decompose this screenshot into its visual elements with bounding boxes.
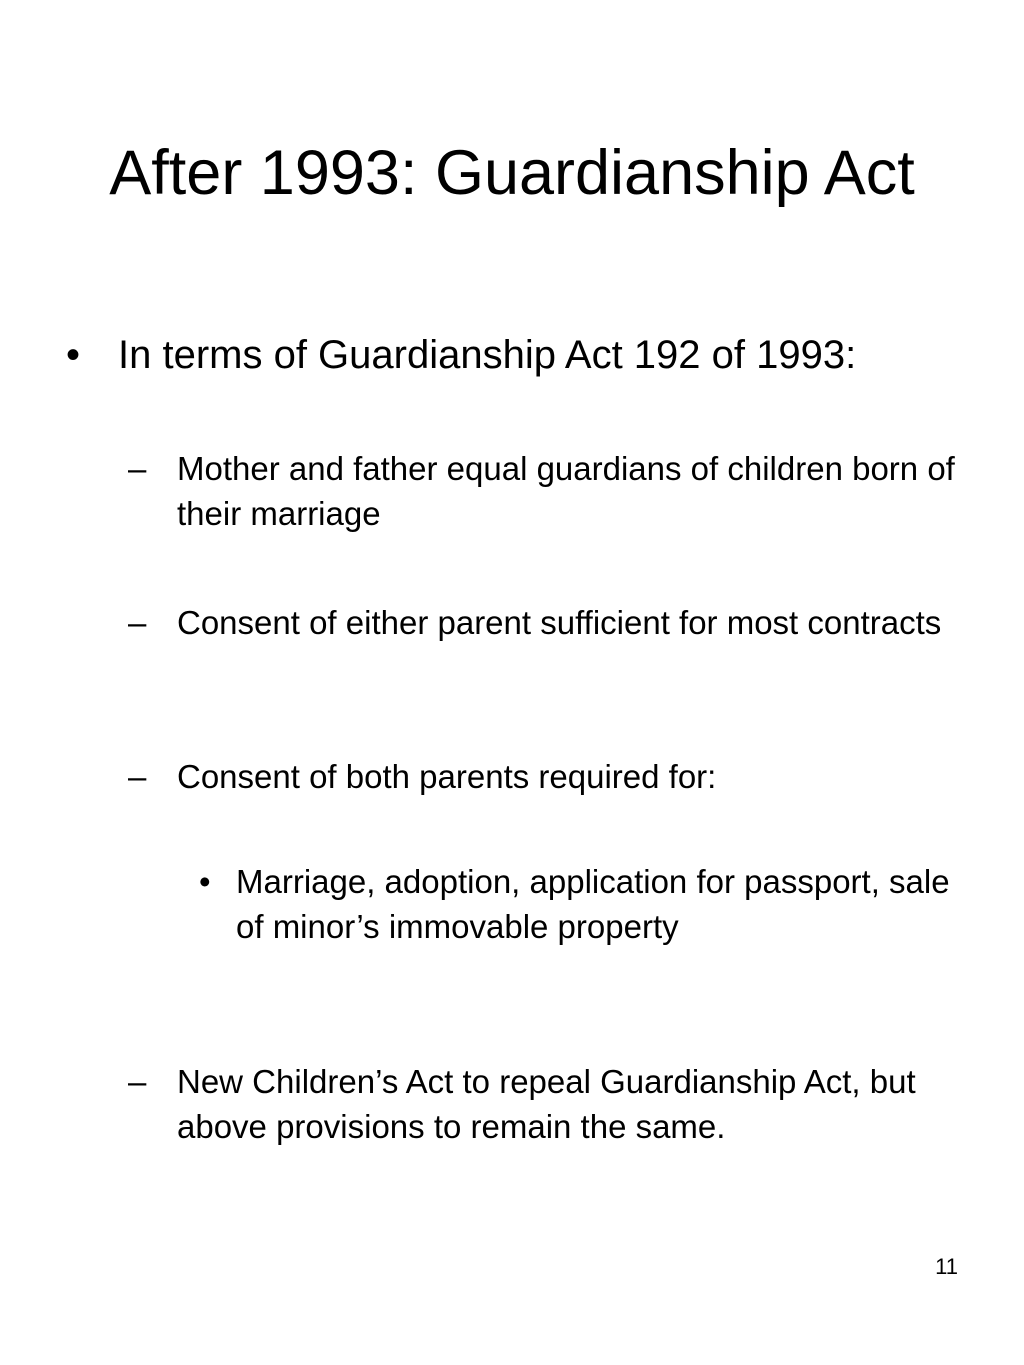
sub-sub-bullet-item [199, 859, 959, 949]
sub-bullet-text: Consent of either parent sufficient for most contracts [177, 604, 942, 641]
bullet-marker: • [66, 333, 81, 377]
dash-marker: – [128, 1063, 147, 1100]
sub-bullet-text: New Children’s Act to repeal Guardianship Act, but above provisions to remain the same. [177, 1063, 916, 1145]
slide-title: After 1993: Guardianship Act [109, 138, 915, 208]
sub-bullet-item [128, 600, 988, 645]
bullet-marker: • [199, 863, 211, 900]
sub-sub-bullet-text: Marriage, adoption, application for passport, sale of minor’s immovable property [236, 863, 950, 945]
dash-marker: – [128, 758, 147, 795]
dash-marker: – [128, 604, 147, 641]
sub-bullet-item [128, 446, 988, 536]
page-number: 11 [935, 1254, 958, 1279]
sub-bullet-item [128, 1059, 988, 1149]
sub-bullet-text: Mother and father equal guardians of children born of their marriage [177, 450, 955, 532]
dash-marker: – [128, 450, 147, 487]
bullet-text: In terms of Guardianship Act 192 of 1993: [118, 333, 857, 377]
sub-bullet-item [128, 754, 988, 799]
sub-bullet-text: Consent of both parents required for: [177, 758, 717, 795]
